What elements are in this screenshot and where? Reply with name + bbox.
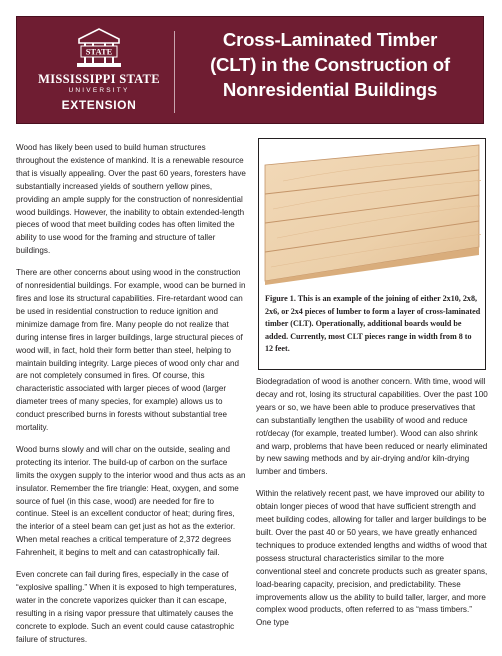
figure-1 bbox=[258, 138, 486, 370]
board-face bbox=[265, 145, 479, 281]
body-paragraph: Even concrete can fail during fires, especially in the case of “explosive spalling.” When it is exposed to high temperatures, water in the concrete vaporizes quicker than it can escape, resulting in a rising vapor pressure that ultimately causes the concrete to explode. Such an event could cause catastrophic failure of structures. bbox=[16, 570, 237, 644]
document-title bbox=[182, 27, 478, 102]
figure-caption: Figure 1. This is an example of the joining of either 2x10, 2x8, 2x6, or 2x4 pieces of lumber to form a layer of cross-laminated timber (CLT). Operationally, additional boards would be added. Currently, most CLT pieces range in width from 8 to 12 feet. bbox=[265, 294, 481, 354]
msu-extension-logo bbox=[31, 25, 167, 119]
title-line: (CLT) in the Construction of bbox=[210, 54, 450, 75]
clt-lumber-illustration bbox=[263, 143, 481, 285]
body-paragraph: There are other concerns about using wood in the construction of nonresidential buildings. For example, wood can be burned in fires and lose its structural capabilities. Fire-retardant wood can be used in residential construction to reduce ignition and minimize damage from fire. Many people do not realize that during intense fires in larger buildings, large structural pieces of wood will, in fact, hold their form better than steel, helping to maintain building integrity. Large pieces of wood only char and are not completely consumed in fires. Of course, this characteristic associated with larger pieces of wood (larger diameter trees of many species, for example) allows us to conduct prescribed burns in forests without substantial tree mortality. bbox=[16, 268, 246, 433]
title-line: Cross-Laminated Timber bbox=[222, 29, 438, 50]
logo-monogram-text: STATE bbox=[85, 46, 113, 57]
body-paragraph: Within the relatively recent past, we have improved our ability to obtain longer pieces of wood that have sufficient strength and meet building codes, allowing for taller and larger buildings to be built. Over the past 40 or 50 years, we have greatly enhanced techniques to produce extended lengths and widths of wood that possess structural characteristics similar to the more conventional steel and concrete products such as greater spans, load-bearing capacity, precision, and predictability. These improvements allow us the ability to build taller, larger, and more complex wood products, often referred to as “mass timbers.” One type bbox=[256, 489, 488, 628]
left-column bbox=[16, 142, 246, 656]
header-divider bbox=[174, 31, 175, 113]
right-column bbox=[256, 376, 488, 639]
title-line: Nonresidential Buildings bbox=[222, 79, 438, 100]
logo-university-sub: UNIVERSITY bbox=[68, 87, 130, 94]
body-paragraph: Wood burns slowly and will char on the outside, sealing and protecting its interior. The build-up of carbon on the surface limits the oxygen supply to the interior wood and thus acts as an insulator. Remember the fire triangle: Heat, oxygen, and some source of fuel (in this case, wood) are needed for fire to continue. Steel is an excellent conductor of heat; during fires, the interior of a steel beam can get just as hot as the exterior. When metal reaches a critical temperature of 2,372 degrees Fahrenheit, it begins to melt and can catastrophically fail. bbox=[16, 444, 246, 558]
state-monogram-icon bbox=[71, 27, 127, 69]
header-banner bbox=[16, 16, 484, 124]
body-paragraph: Wood has likely been used to build human structures throughout the existence of mankind. It is a renewable resource that is visually appealing. Over the past 60 years, foresters have substantially increased yields of southern yellow pines, providing an ample supply for the construction of nonresidential wood buildings. However, the inability to obtain extended-length pieces of wood that meet building codes has often limited the ability to use wood for the framing and structure of taller buildings. bbox=[16, 143, 246, 256]
body-paragraph: Biodegradation of wood is another concern. With time, wood will decay and rot, losing its structural capabilities. Over the past 100 years or so, we have been able to produce preservatives that can substantially lengthen the usability of wood and reduce rot/decay (for example, treated lumber). Wood can also shrink and warp, problems that have been reduced or nearly eliminated by new sawing methods and by air-drying and/or kiln-drying lumber and timbers. bbox=[256, 377, 488, 477]
logo-extension: EXTENSION bbox=[61, 98, 137, 112]
logo-university-name: MISSISSIPPI STATE bbox=[38, 72, 160, 86]
